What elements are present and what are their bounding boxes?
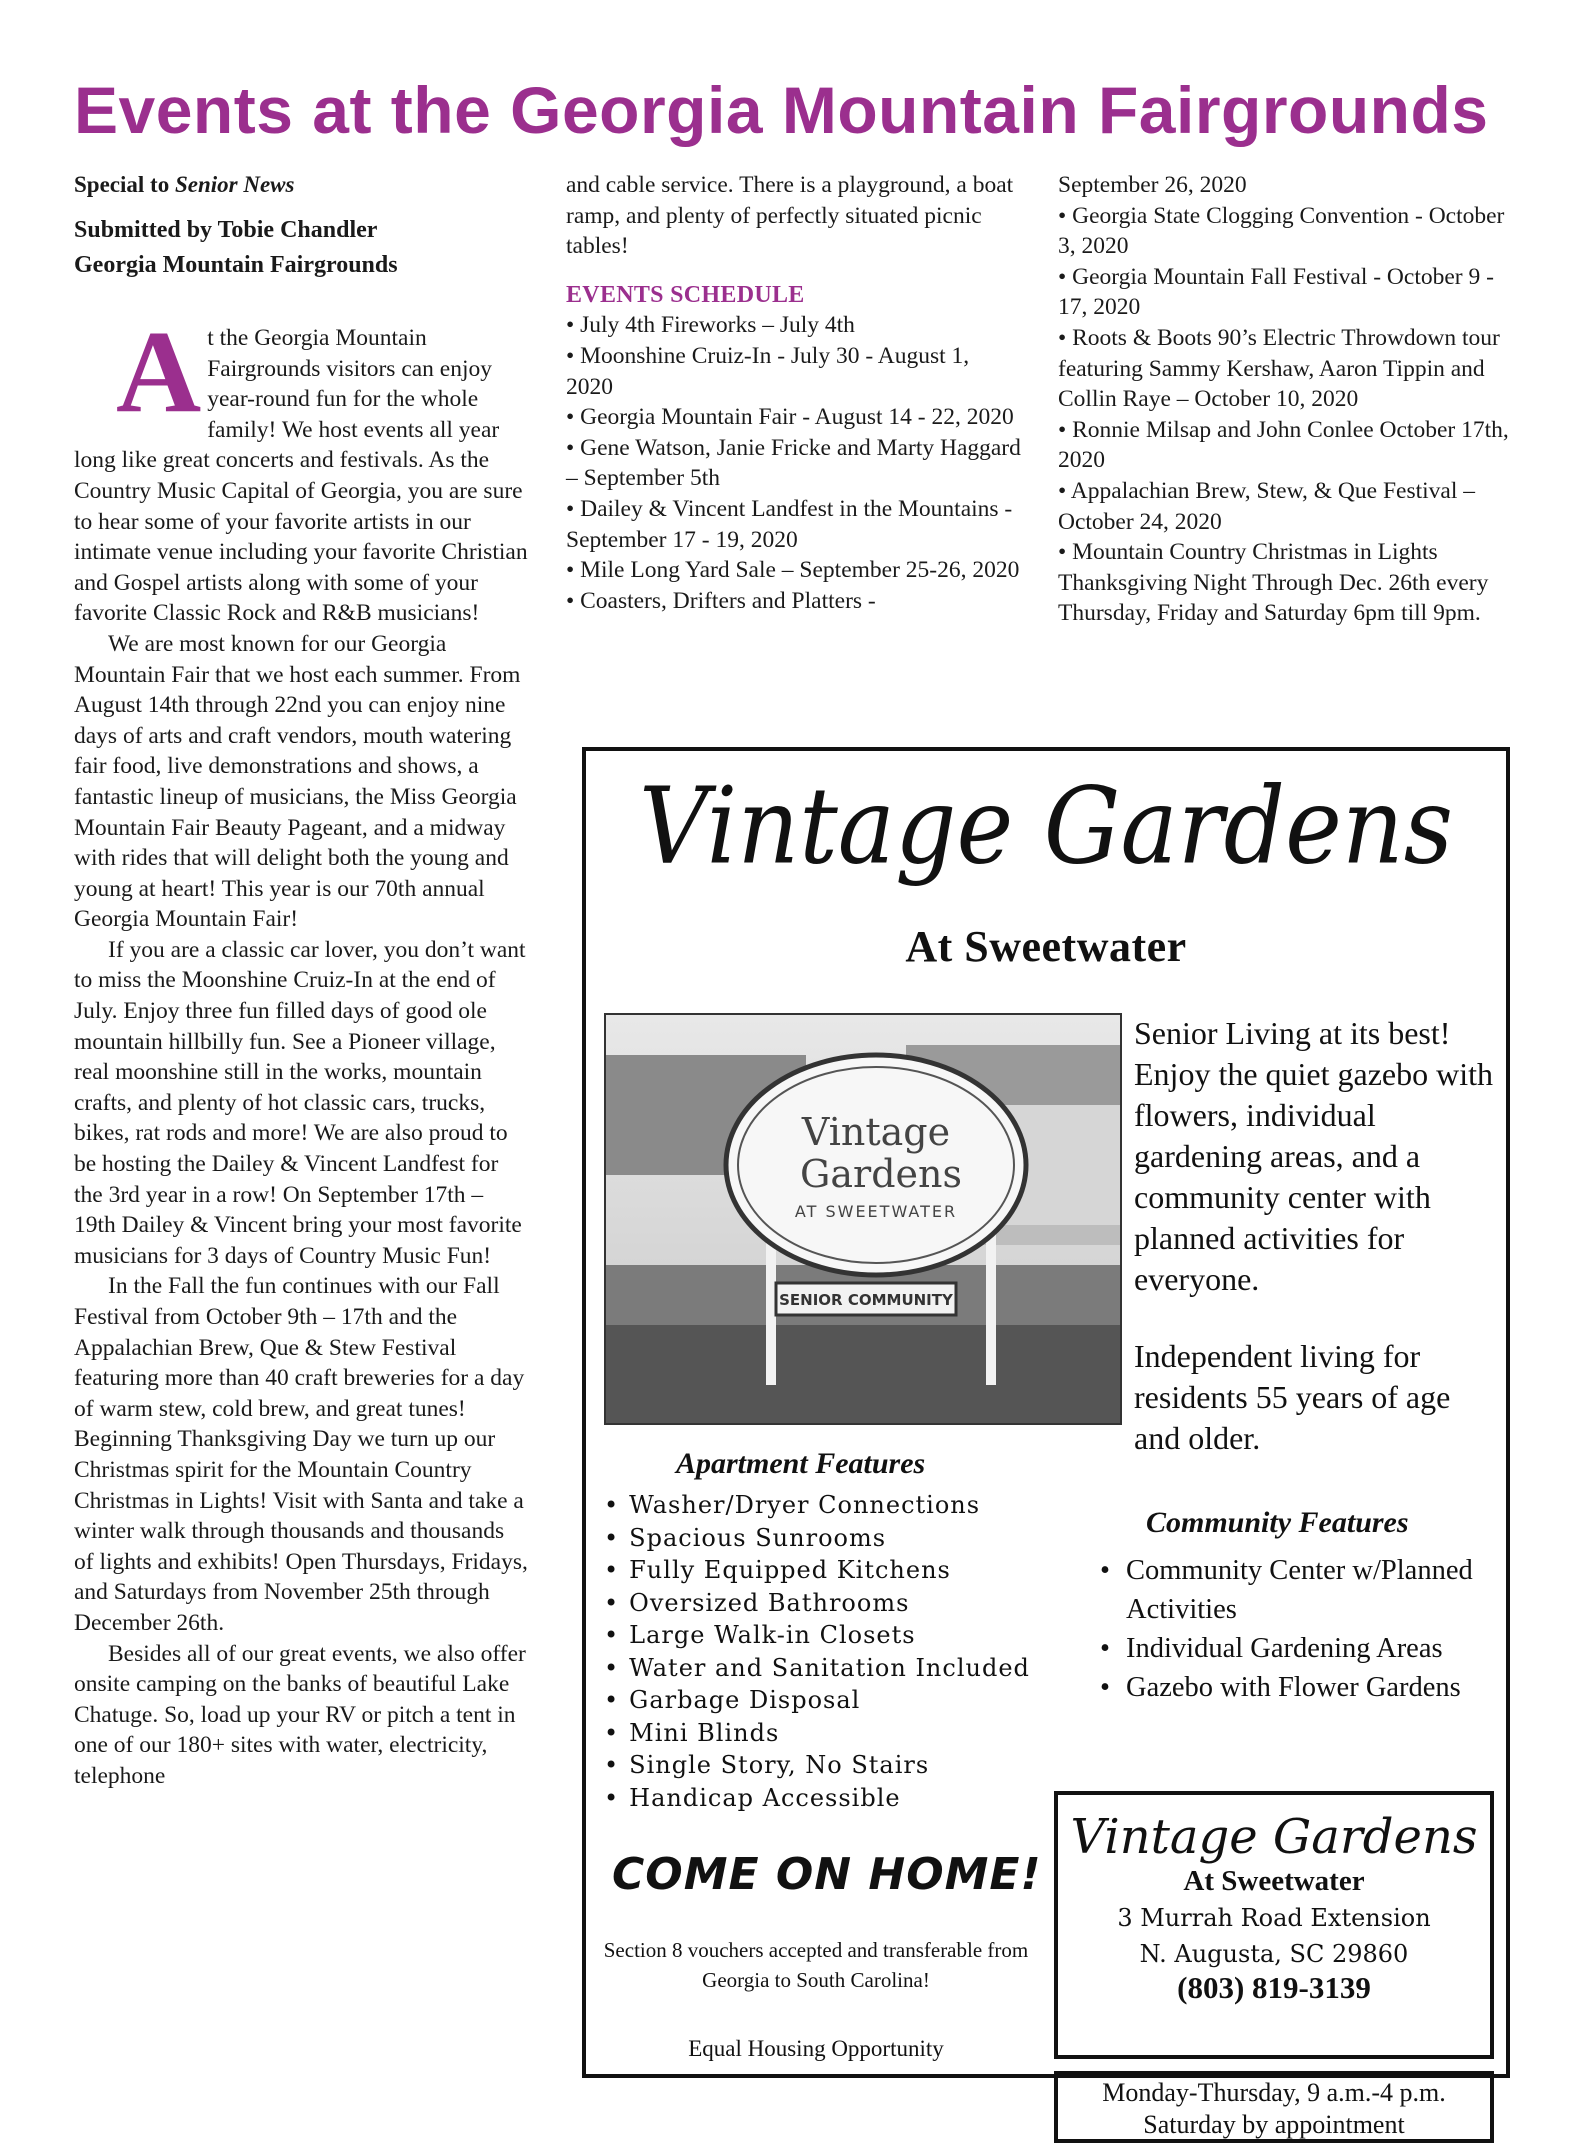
event-item: • Mile Long Yard Sale – September 25-26, 2020 [566, 557, 1020, 584]
sign-text-2: Gardens [800, 1152, 962, 1196]
events-list-part-2 [1058, 170, 1513, 629]
event-item: • Ronnie Milsap and John Conlee October 17th, 2020 [1058, 416, 1509, 474]
vouchers-note: Section 8 vouchers accepted and transferable from Georgia to South Carolina! [603, 1938, 1029, 1992]
paragraph-4: In the Fall the fun continues with our Fall Festival from October 9th – 17th and the Appalachian Brew, Que & Stew Festival featuring more than 40 craft breweries for a day of warm stew, cold brew, and great tunes! Beginning Thanksgiving Day we turn up our Christmas spirit for the Mountain Country Christmas in Lights! Visit with Santa and take a winter walk through thousands and thousands of lights and exhibits! Open Thursdays, Fridays, and Saturdays from November 25th through December 26th. [74, 1273, 528, 1636]
office-hours [1054, 2071, 1494, 2143]
event-item: • Georgia Mountain Fall Festival - October 9 - 17, 2020 [1058, 263, 1494, 321]
apartment-feature-item: • Oversized Bathrooms [604, 1587, 1030, 1620]
phone-number: (803) 819-3139 [1177, 1970, 1371, 2005]
paragraph-5: Besides all of our great events, we also offer onsite camping on the banks of beautiful Lake Chatuge. So, load up your RV or pitch a tent in one of our 180+ sites with water, electricity, telephone [74, 1640, 526, 1789]
event-item: September 26, 2020 [1058, 172, 1247, 198]
apartment-feature-item: • Mini Blinds [604, 1717, 1030, 1750]
sign-text-1: Vintage [801, 1110, 951, 1154]
apartment-features-heading: Apartment Features [676, 1447, 926, 1480]
community-features-heading: Community Features [1146, 1506, 1409, 1539]
events-list-part-1 [566, 310, 1021, 616]
contact-box [1054, 1791, 1494, 2059]
article-column-2 [566, 170, 1021, 616]
sign-plate-text: SENIOR COMMUNITY [779, 1291, 953, 1309]
event-item: • Moonshine Cruiz-In - July 30 - August 1, 2020 [566, 342, 970, 400]
org-line: Georgia Mountain Fairgrounds [74, 252, 398, 278]
headline: Events at the Georgia Mountain Fairgrounds [74, 73, 1489, 147]
hours-line-1: Monday-Thursday, 9 a.m.-4 p.m. [1102, 2078, 1446, 2107]
sign-text-3: AT SWEETWATER [794, 1202, 958, 1221]
apartment-feature-item: • Single Story, No Stairs [604, 1749, 1030, 1782]
address-line-2: N. Augusta, SC 29860 [1139, 1940, 1409, 1968]
ad-title: Vintage Gardens [639, 764, 1453, 888]
vintage-gardens-ad [582, 747, 1510, 2139]
ad-blurb [1134, 1013, 1494, 1495]
submitted-line: Submitted by Tobie Chandler [74, 217, 378, 243]
apartment-feature-item: • Garbage Disposal [604, 1684, 1030, 1717]
event-item: • Mountain Country Christmas in Lights Thanksgiving Night Through Dec. 26th every Thursday, Friday and Saturday 6pm till 9pm. [1058, 539, 1489, 627]
come-on-home-slogan: COME ON HOME! [612, 1849, 1042, 1900]
apartment-feature-item: • Handicap Accessible [604, 1782, 1030, 1815]
contact-subname: At Sweetwater [1183, 1865, 1365, 1897]
community-feature-item: • Individual Gardening Areas [1100, 1629, 1500, 1668]
article-column-3 [1058, 170, 1513, 629]
paragraph-5-continued: and cable service. There is a playground, a boat ramp, and plenty of perfectly situated picnic tables! [566, 172, 1014, 260]
special-prefix: Special to [74, 172, 170, 197]
event-item: • Coasters, Drifters and Platters - [566, 587, 876, 614]
paragraph-1-text: t the Georgia Mountain Fairgrounds visitors can enjoy year-round fun for the whole family! We host events all year long like great concerts and festivals. As the Country Music Capital of Georgia, you are sure to hear some of your favorite artists in our intimate venue including your favorite Christian and Gospel artists along with some of your favorite Classic Rock and R&B musicians! [74, 325, 528, 627]
equal-housing-note: Equal Housing Opportunity [688, 2036, 944, 2061]
apartment-features-list [604, 1489, 1030, 1814]
apartment-feature-item: • Spacious Sunrooms [604, 1522, 1030, 1555]
apartment-feature-item: • Washer/Dryer Connections [604, 1489, 1030, 1522]
apartment-feature-item: • Large Walk-in Closets [604, 1619, 1030, 1652]
event-item: • Appalachian Brew, Stew, & Que Festival – October 24, 2020 [1058, 477, 1475, 535]
ad-blurb-1: Senior Living at its best! Enjoy the quiet gazebo with flowers, individual gardening areas, and a community center with planned activities for everyone. [1134, 1015, 1494, 1297]
event-item: • Georgia State Clogging Convention - October 3, 2020 [1058, 202, 1505, 260]
special-to-line [74, 170, 529, 199]
address-line-1: 3 Murrah Road Extension [1117, 1904, 1431, 1932]
publication-name: Senior News [174, 172, 295, 197]
event-item: • Roots & Boots 90’s Electric Throwdown tour featuring Sammy Kershaw, Aaron Tippin and Collin Raye – October 10, 2020 [1058, 324, 1500, 413]
apartment-feature-item: • Fully Equipped Kitchens [604, 1554, 1030, 1587]
submitted-by [74, 213, 529, 283]
paragraph-1 [74, 306, 529, 629]
events-schedule-heading: EVENTS SCHEDULE [566, 281, 805, 308]
ad-subtitle: At Sweetwater [905, 922, 1187, 971]
paragraph-2: We are most known for our Georgia Mountain Fair that we host each summer. From August 14th through 22nd you can enjoy nine days of arts and craft vendors, mouth watering fair food, live demonstrations and shows, a fantastic lineup of musicians, the Miss Georgia Mountain Fair Beauty Pageant, and a midway with rides that will delight both the young and young at heart! This year is our 70th annual Georgia Mountain Fair! [74, 630, 521, 933]
drop-cap: A [116, 306, 202, 437]
paragraph-3: If you are a classic car lover, you don’t want to miss the Moonshine Cruiz-In at the end of July. Enjoy three fun filled days of good ole mountain hillbilly fun. See a Pioneer village, real moonshine still in the works, mountain crafts, and plenty of hot classic cars, trucks, bikes, rat rods and more! We are also proud to be hosting the Dailey & Vincent Landfest for the 3rd year in a row! On September 17th – 19th Dailey & Vincent bring your most favorite musicians for 3 days of Country Music Fun! [74, 936, 526, 1269]
event-item: • July 4th Fireworks – July 4th [566, 312, 855, 339]
contact-name: Vintage Gardens [1070, 1809, 1478, 1865]
community-features-list [1100, 1551, 1500, 1707]
community-feature-item: • Gazebo with Flower Gardens [1100, 1668, 1500, 1707]
ad-blurb-2: Independent living for residents 55 years of age and older. [1134, 1338, 1451, 1456]
community-feature-item: • Community Center w/Planned Activities [1100, 1551, 1500, 1629]
apartment-feature-item: • Water and Sanitation Included [604, 1652, 1030, 1685]
event-item: • Dailey & Vincent Landfest in the Mountains - September 17 - 19, 2020 [566, 495, 1013, 553]
community-sign-photo [604, 1013, 1122, 1425]
hours-line-2: Saturday by appointment [1143, 2110, 1405, 2139]
event-item: • Gene Watson, Janie Fricke and Marty Haggard – September 5th [566, 434, 1021, 492]
event-item: • Georgia Mountain Fair - August 14 - 22, 2020 [566, 404, 1014, 431]
article-column-1 [74, 170, 529, 1792]
